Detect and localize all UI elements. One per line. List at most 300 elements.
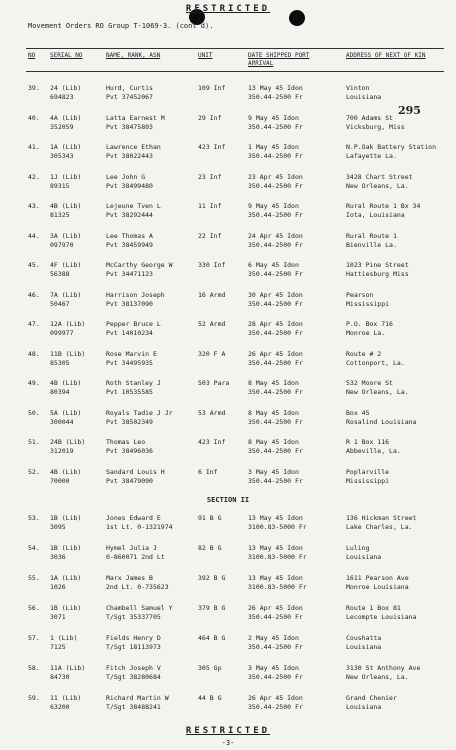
header-rule xyxy=(26,71,444,72)
name-rank-asn-line: 0-860071 2nd Lt xyxy=(106,553,165,561)
departure-info-line: 350.44-2500 Fr xyxy=(248,329,303,337)
next-of-kin-address xyxy=(346,202,446,220)
name-rank-asn xyxy=(106,664,196,682)
name-rank-asn-line: Pvt 38479090 xyxy=(106,476,153,485)
next-of-kin-address-line: 1611 Pearson Ave xyxy=(346,574,409,582)
table-row xyxy=(0,261,456,291)
row-number-line: 50. xyxy=(28,408,40,417)
serial-number-line: 099977 xyxy=(50,329,74,337)
row-number xyxy=(28,604,48,613)
serial-number-line: 097970 xyxy=(50,240,74,249)
departure-info-line: 350.44-2500 Fr xyxy=(248,388,303,396)
row-number xyxy=(28,514,48,523)
name-rank-asn-line: Sandard Louis H xyxy=(106,467,165,476)
next-of-kin-address-line: 700 Adams St xyxy=(346,113,393,122)
departure-info-line: 3 May 45 Idon xyxy=(248,664,299,672)
departure-info-line: 350.44-2500 Fr xyxy=(248,417,303,426)
row-number-line: 41. xyxy=(28,143,40,151)
departure-info-line: 350.44-2500 Fr xyxy=(248,93,303,101)
unit xyxy=(198,320,240,329)
unit xyxy=(198,664,240,673)
unit-line: 91 B G xyxy=(198,514,222,522)
departure-info-line: 350.44-2500 Fr xyxy=(248,476,303,485)
name-rank-asn xyxy=(106,544,196,562)
classification-bottom: RESTRICTED xyxy=(185,726,271,736)
unit xyxy=(198,409,240,418)
serial-number xyxy=(50,202,100,220)
next-of-kin-address-line: Vinton xyxy=(346,84,370,92)
next-of-kin-address xyxy=(346,634,446,652)
name-rank-asn-line: Thomas Leo xyxy=(106,438,146,446)
serial-number-line: 5A (Lib) xyxy=(50,408,82,417)
departure-info-line: 350.44-2500 Fr xyxy=(248,299,303,308)
unit xyxy=(198,604,240,613)
table-row xyxy=(0,514,456,544)
row-number xyxy=(28,291,48,300)
departure-info xyxy=(248,320,318,338)
departure-info xyxy=(248,379,318,397)
name-rank-asn-line: Pvt 38496036 xyxy=(106,447,153,455)
name-rank-asn xyxy=(106,514,196,532)
name-rank-asn-line: Pvt 38502349 xyxy=(106,417,153,426)
next-of-kin-address-line: Vicksburg, Miss xyxy=(346,122,405,131)
unit xyxy=(198,261,240,270)
name-rank-asn-line: Pvt 38475803 xyxy=(106,122,153,131)
unit-line: 52 Armd xyxy=(198,320,226,328)
departure-info-line: 13 May 45 Idon xyxy=(248,84,303,92)
next-of-kin-address xyxy=(346,84,446,102)
table-row xyxy=(0,409,456,439)
serial-number-line: 7125 xyxy=(50,643,66,651)
serial-number-line: 3071 xyxy=(50,613,66,621)
next-of-kin-address-line: Luling xyxy=(346,544,370,552)
document-title: Movement Orders RO Group T-1069-3. (cont'd). xyxy=(28,22,214,30)
next-of-kin-address-line: P.O. Box 716 xyxy=(346,320,393,328)
table-row xyxy=(0,291,456,321)
next-of-kin-address xyxy=(346,574,446,592)
departure-info xyxy=(248,438,318,456)
name-rank-asn-line: Roth Stanley J xyxy=(106,379,161,387)
name-rank-asn-line: Pvt 38499480 xyxy=(106,181,153,190)
table-row xyxy=(0,694,456,724)
serial-number-line: 3A (Lib) xyxy=(50,231,82,240)
next-of-kin-address-line: Grand Chenier xyxy=(346,694,397,702)
name-rank-asn-line: Jones Edward E xyxy=(106,514,161,522)
departure-info xyxy=(248,173,318,191)
unit xyxy=(198,574,240,583)
table-row xyxy=(0,320,456,350)
name-rank-asn-line: Royals Tadie J Jr xyxy=(106,408,173,417)
name-rank-asn-line: Harrison Joseph xyxy=(106,290,165,299)
serial-number-line: 1 (Lib) xyxy=(50,634,78,642)
unit-line: 6 Inf xyxy=(198,467,218,476)
serial-number xyxy=(50,320,100,338)
departure-info-line: 8 May 45 Idon xyxy=(248,408,299,417)
name-rank-asn-line: Fitch Joseph V xyxy=(106,664,161,672)
departure-info-line: 8 May 45 Idon xyxy=(248,379,299,387)
table-row xyxy=(0,438,456,468)
departure-info-line: 6 May 45 Idon xyxy=(248,261,299,269)
serial-number xyxy=(50,84,100,102)
name-rank-asn xyxy=(106,261,196,279)
next-of-kin-address xyxy=(346,261,446,279)
serial-number-line: 89315 xyxy=(50,181,70,190)
name-rank-asn-line: 2nd Lt. 0-735623 xyxy=(106,583,169,591)
name-rank-asn xyxy=(106,438,196,456)
serial-number xyxy=(50,438,100,456)
row-number-line: 47. xyxy=(28,320,40,328)
next-of-kin-address-line: Louisiana xyxy=(346,643,382,651)
serial-number-line: 11A (Lib) xyxy=(50,664,86,672)
name-rank-asn-line: McCarthy George W xyxy=(106,261,173,269)
departure-info xyxy=(248,544,318,562)
unit xyxy=(198,514,240,523)
departure-info-line: 3100.83-5000 Fr xyxy=(248,523,307,531)
serial-number-line: 312019 xyxy=(50,447,74,455)
unit xyxy=(198,634,240,643)
serial-number xyxy=(50,574,100,592)
row-number-line: 42. xyxy=(28,172,40,181)
departure-info-line: 28 Apr 45 Idon xyxy=(248,320,303,328)
table-row xyxy=(0,114,456,144)
row-number-line: 39. xyxy=(28,84,40,92)
next-of-kin-address-line: Monroe Louisiana xyxy=(346,583,409,591)
row-number xyxy=(28,438,48,447)
name-rank-asn-line: T/Sgt 35337705 xyxy=(106,613,161,621)
name-rank-asn-line: Pvt 34495935 xyxy=(106,358,153,367)
unit-line: 23 Inf xyxy=(198,172,222,181)
row-number-line: 49. xyxy=(28,379,40,387)
name-rank-asn xyxy=(106,202,196,220)
name-rank-asn-line: Pepper Bruce L xyxy=(106,320,161,328)
next-of-kin-address-line: Louisiana xyxy=(346,93,382,101)
name-rank-asn-line: Pvt 38459949 xyxy=(106,240,153,249)
serial-number-line: 1B (Lib) xyxy=(50,544,82,552)
row-number-line: 57. xyxy=(28,634,40,642)
next-of-kin-address xyxy=(346,114,446,132)
next-of-kin-address-line: Rosalind Louisiana xyxy=(346,417,417,426)
serial-number-line: 1A (Lib) xyxy=(50,143,82,151)
next-of-kin-address-line: Abbeville, La. xyxy=(346,447,401,455)
next-of-kin-address xyxy=(346,173,446,191)
unit xyxy=(198,84,240,93)
unit-line: 423 Inf xyxy=(198,143,226,151)
row-number-line: 59. xyxy=(28,694,40,702)
serial-number-line: 1026 xyxy=(50,583,66,591)
name-rank-asn xyxy=(106,232,196,250)
next-of-kin-address-line: New Orleans, La. xyxy=(346,181,409,190)
unit-line: 29 Inf xyxy=(198,113,222,122)
unit xyxy=(198,143,240,152)
row-number xyxy=(28,634,48,643)
serial-number-line: 11 (Lib) xyxy=(50,694,82,702)
serial-number-line: 1J (Lib) xyxy=(50,172,82,181)
departure-info xyxy=(248,409,318,427)
serial-number-line: 24B (Lib) xyxy=(50,438,86,446)
departure-info xyxy=(248,350,318,368)
next-of-kin-address-line: Hattiesburg Miss xyxy=(346,270,409,278)
unit xyxy=(198,114,240,123)
next-of-kin-address xyxy=(346,350,446,368)
stamp-number: 295 xyxy=(398,104,421,117)
next-of-kin-address xyxy=(346,232,446,250)
unit-line: 44 B G xyxy=(198,694,222,702)
row-number xyxy=(28,574,48,583)
next-of-kin-address-line: 136 Hickman Street xyxy=(346,514,417,522)
row-number-line: 52. xyxy=(28,467,40,476)
serial-number xyxy=(50,379,100,397)
departure-info-line: 350.44-2500 Fr xyxy=(248,211,303,219)
departure-info-line: 24 Apr 45 Idon xyxy=(248,231,303,240)
column-header-departure: DATE SHIPPED PORT ARRIVAL xyxy=(248,52,310,67)
table-row xyxy=(0,143,456,173)
row-number xyxy=(28,261,48,270)
table-row xyxy=(0,604,456,634)
next-of-kin-address xyxy=(346,291,446,309)
departure-info xyxy=(248,291,318,309)
departure-info-line: 350.44-2500 Fr xyxy=(248,673,303,681)
name-rank-asn-line: Pvt 10535585 xyxy=(106,388,153,396)
departure-info-line: 13 May 45 Idon xyxy=(248,544,303,552)
unit xyxy=(198,232,240,241)
row-number-line: 51. xyxy=(28,438,40,446)
next-of-kin-address-line: Louisiana xyxy=(346,703,382,711)
departure-info-line: 13 May 45 Idon xyxy=(248,514,303,522)
row-number xyxy=(28,468,48,477)
serial-number-line: 4F (Lib) xyxy=(50,261,82,269)
row-number-line: 54. xyxy=(28,544,40,552)
serial-number-line: 4A (Lib) xyxy=(50,113,82,122)
next-of-kin-address-line: Lafayette La. xyxy=(346,152,397,160)
serial-number xyxy=(50,514,100,532)
serial-number xyxy=(50,173,100,191)
departure-info-line: 350.44-2500 Fr xyxy=(248,240,303,249)
row-number-line: 55. xyxy=(28,574,40,582)
row-number xyxy=(28,232,48,241)
serial-number-line: 50467 xyxy=(50,299,70,308)
table-row xyxy=(0,202,456,232)
departure-info xyxy=(248,574,318,592)
row-number xyxy=(28,409,48,418)
next-of-kin-address xyxy=(346,694,446,712)
row-number-line: 46. xyxy=(28,290,40,299)
serial-number-line: 12A (Lib) xyxy=(50,320,86,328)
serial-number xyxy=(50,544,100,562)
name-rank-asn-line: Pvt 38292444 xyxy=(106,211,153,219)
column-header-address: ADDRESS OF NEXT OF KIN xyxy=(346,52,426,59)
row-number-line: 53. xyxy=(28,514,40,522)
unit-line: 503 Para xyxy=(198,379,230,387)
unit xyxy=(198,173,240,182)
next-of-kin-address-line: Pearson xyxy=(346,290,374,299)
departure-info xyxy=(248,202,318,220)
header-rule xyxy=(26,48,444,49)
serial-number-line: 24 (Lib) xyxy=(50,84,82,92)
next-of-kin-address-line: R 1 Box 116 xyxy=(346,438,390,446)
departure-info-line: 3100.83-5000 Fr xyxy=(248,583,307,591)
serial-number-line: 4B (Lib) xyxy=(50,379,82,387)
row-number xyxy=(28,320,48,329)
serial-number-line: 63200 xyxy=(50,703,70,711)
departure-info-line: 350.44-2500 Fr xyxy=(248,358,303,367)
departure-info-line: 2 May 45 Idon xyxy=(248,634,299,642)
serial-number-line: 1A (Lib) xyxy=(50,574,82,582)
unit xyxy=(198,202,240,211)
serial-number xyxy=(50,350,100,368)
unit-line: 392 B G xyxy=(198,574,226,582)
name-rank-asn-line: Pvt 38022443 xyxy=(106,152,153,160)
page-number: -3- xyxy=(221,739,235,747)
table-row xyxy=(0,84,456,114)
next-of-kin-address-line: 1023 Pine Street xyxy=(346,261,409,269)
row-number-line: 44. xyxy=(28,231,40,240)
serial-number xyxy=(50,261,100,279)
serial-number xyxy=(50,468,100,486)
row-number-line: 56. xyxy=(28,604,40,612)
serial-number-line: 352059 xyxy=(50,122,74,131)
next-of-kin-address-line: New Orleans, La. xyxy=(346,388,409,396)
departure-info-line: 350.44-2500 Fr xyxy=(248,181,303,190)
departure-info xyxy=(248,232,318,250)
departure-info-line: 26 Apr 45 Idon xyxy=(248,694,303,702)
serial-number-line: 1B (Lib) xyxy=(50,604,82,612)
row-number xyxy=(28,544,48,553)
next-of-kin-address-line: New Orleans, La. xyxy=(346,673,409,681)
departure-info-line: 1 May 45 Idon xyxy=(248,143,299,151)
next-of-kin-address-line: Rural Route 1 xyxy=(346,231,397,240)
next-of-kin-address xyxy=(346,379,446,397)
row-number-line: 40. xyxy=(28,113,40,122)
next-of-kin-address-line: Cottonport, La. xyxy=(346,358,405,367)
next-of-kin-address-line: Lake Charles, La. xyxy=(346,523,413,531)
departure-info xyxy=(248,114,318,132)
next-of-kin-address-line: Route # 2 xyxy=(346,349,382,358)
serial-number-line: 4B (Lib) xyxy=(50,202,82,210)
row-number xyxy=(28,173,48,182)
departure-info-line: 26 Apr 45 Idon xyxy=(248,604,303,612)
next-of-kin-address-line: Route 1 Box 81 xyxy=(346,604,401,612)
name-rank-asn xyxy=(106,468,196,486)
departure-info xyxy=(248,261,318,279)
serial-number xyxy=(50,664,100,682)
unit xyxy=(198,350,240,359)
table-row xyxy=(0,664,456,694)
departure-info-line: 8 May 45 Idon xyxy=(248,438,299,446)
unit-line: 22 Inf xyxy=(198,231,222,240)
table-row xyxy=(0,634,456,664)
serial-number xyxy=(50,114,100,132)
column-header-unit: UNIT xyxy=(198,52,213,59)
serial-number-line: 3095 xyxy=(50,523,66,531)
next-of-kin-address-line: 532 Moore St xyxy=(346,379,393,387)
unit-line: 379 B G xyxy=(198,604,226,612)
next-of-kin-address-line: Iota, Louisiana xyxy=(346,211,405,219)
next-of-kin-address xyxy=(346,438,446,456)
serial-number-line: 80394 xyxy=(50,388,70,396)
column-header-no: NO xyxy=(28,52,36,59)
serial-number-line: 56388 xyxy=(50,270,70,278)
next-of-kin-address-line: Monroe La. xyxy=(346,329,386,337)
name-rank-asn xyxy=(106,379,196,397)
name-rank-asn xyxy=(106,291,196,309)
next-of-kin-address-line: Rural Route 1 Bx 34 xyxy=(346,202,421,210)
name-rank-asn-line: 1st Lt. 0-1321974 xyxy=(106,523,173,531)
name-rank-asn-line: Pvt 37452067 xyxy=(106,93,153,101)
section-title: SECTION II xyxy=(206,496,250,504)
next-of-kin-address xyxy=(346,664,446,682)
serial-number xyxy=(50,143,100,161)
unit-line: 464 B G xyxy=(198,634,226,642)
table-row xyxy=(0,379,456,409)
unit-line: 423 Inf xyxy=(198,438,226,446)
name-rank-asn-line: Fields Henry D xyxy=(106,634,161,642)
serial-number xyxy=(50,409,100,427)
unit-line: 53 Armd xyxy=(198,408,226,417)
next-of-kin-address-line: Louisiana xyxy=(346,553,382,561)
name-rank-asn-line: Pvt 38137090 xyxy=(106,299,153,308)
name-rank-asn xyxy=(106,350,196,368)
unit-line: 11 Inf xyxy=(198,202,222,210)
departure-info-line: 350.44-2500 Fr xyxy=(248,613,303,621)
unit-line: 82 B G xyxy=(198,544,222,552)
name-rank-asn-line: Chambell Samuel Y xyxy=(106,604,173,612)
next-of-kin-address-line: Box 45 xyxy=(346,408,370,417)
departure-info-line: 350.44-2500 Fr xyxy=(248,122,303,131)
unit-line: 305 Gp xyxy=(198,664,222,672)
name-rank-asn xyxy=(106,143,196,161)
table-row xyxy=(0,468,456,498)
name-rank-asn-line: Lejeune Tven L xyxy=(106,202,161,210)
unit-line: 320 F A xyxy=(198,349,226,358)
serial-number-line: 84730 xyxy=(50,673,70,681)
departure-info-line: 26 Apr 45 Idon xyxy=(248,349,303,358)
serial-number-line: 4B (Lib) xyxy=(50,467,82,476)
serial-number-line: 300044 xyxy=(50,417,74,426)
table-row xyxy=(0,173,456,203)
departure-info-line: 13 May 45 Idon xyxy=(248,574,303,582)
row-number xyxy=(28,379,48,388)
name-rank-asn-line: Lee Thomas A xyxy=(106,231,153,240)
row-number-line: 45. xyxy=(28,261,40,269)
column-header-name: NAME, RANK, ASN xyxy=(106,52,161,59)
departure-info-line: 9 May 45 Idon xyxy=(248,113,299,122)
next-of-kin-address-line: N.P.Oak Battery Station xyxy=(346,143,437,151)
departure-info-line: 30 Apr 45 Idon xyxy=(248,290,303,299)
name-rank-asn-line: T/Sgt 38280684 xyxy=(106,673,161,681)
table-row xyxy=(0,544,456,574)
serial-number-line: 694823 xyxy=(50,93,74,101)
classification-top: RESTRICTED xyxy=(185,4,271,14)
serial-number-line: 3036 xyxy=(50,553,66,561)
name-rank-asn-line: Latta Earnest M xyxy=(106,113,165,122)
departure-info xyxy=(248,143,318,161)
serial-number-line: 85305 xyxy=(50,358,70,367)
table-row xyxy=(0,350,456,380)
next-of-kin-address-line: Poplarville xyxy=(346,467,390,476)
column-header-serial: SERIAL NO xyxy=(50,52,83,59)
row-number-line: 48. xyxy=(28,349,40,358)
unit xyxy=(198,544,240,553)
name-rank-asn-line: Hurd, Curtis xyxy=(106,84,153,92)
next-of-kin-address-line: Mississippi xyxy=(346,476,390,485)
unit xyxy=(198,291,240,300)
departure-info-line: 9 May 45 Idon xyxy=(248,202,299,210)
name-rank-asn xyxy=(106,574,196,592)
next-of-kin-address-line: 3428 Chart Street xyxy=(346,172,413,181)
unit xyxy=(198,468,240,477)
next-of-kin-address-line: Mississippi xyxy=(346,299,390,308)
unit-line: 16 Armd xyxy=(198,290,226,299)
